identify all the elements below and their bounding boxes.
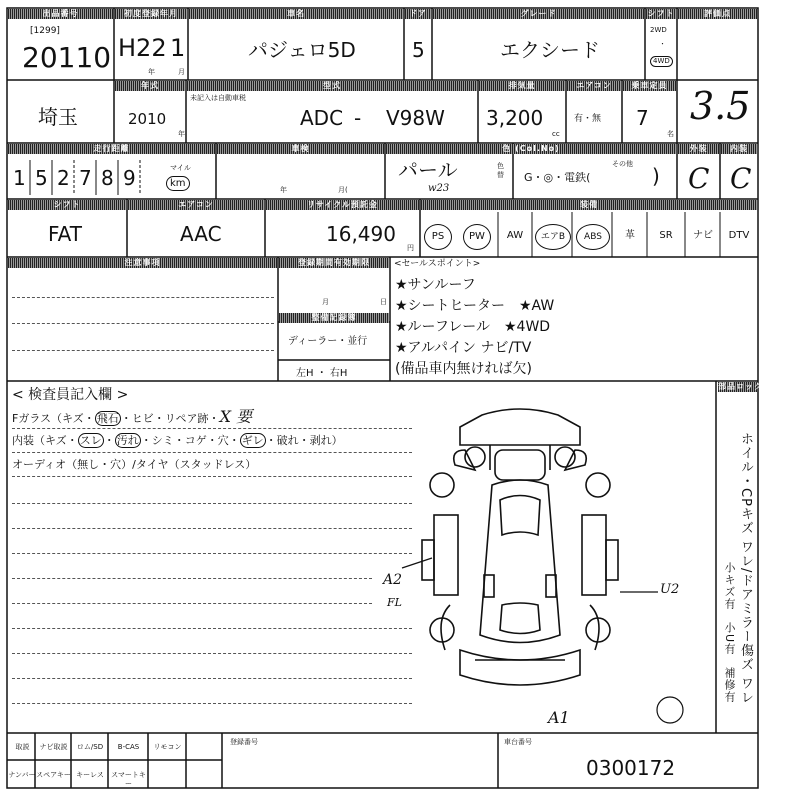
footer-lot-label: 車台番号 xyxy=(504,738,532,746)
score-value: 3.5 xyxy=(690,84,751,128)
damage-label-a1: A1 xyxy=(548,708,570,727)
exterior-grade: C xyxy=(688,162,710,195)
sales-point: ★ルーフレール ★4WD xyxy=(395,319,551,335)
footer-cell-smart-key: スマートキー xyxy=(111,771,146,788)
color-options: G・◎・電鉄( xyxy=(524,171,591,184)
inspector-line xyxy=(12,653,412,654)
mileage-unit-km: km xyxy=(166,176,190,191)
interior-prefix: 内装（キズ・ xyxy=(12,434,78,447)
interior-mid-1: ・ xyxy=(103,434,115,447)
warranty-day-unit: 日 xyxy=(380,298,387,306)
history-label: 部品ロック xyxy=(718,382,763,391)
footer-cell-keyless: キーレス xyxy=(76,771,104,779)
header-first-reg-label: 初度登録年月 xyxy=(115,9,187,19)
side-note-2: 小キズ有 小U有 補修有 xyxy=(723,562,736,704)
color-other-label: その他 xyxy=(612,160,633,168)
interior-grade: C xyxy=(730,162,752,195)
header-lot-label: 出品番号 xyxy=(8,9,113,19)
footer-cell-navi-manual: ナビ取説 xyxy=(39,743,68,751)
cc-unit: cc xyxy=(552,130,560,138)
shaken-year-unit: 年 xyxy=(280,186,287,194)
header-shift-label: シフト xyxy=(647,9,675,18)
drive-4wd: 4WD xyxy=(650,56,673,67)
lot-number: 20110 xyxy=(22,41,112,74)
header-model-year-label: 年式 xyxy=(115,81,185,91)
equip-aw: AW xyxy=(506,230,524,241)
inspector-line xyxy=(12,628,412,629)
color-other-close: ) xyxy=(652,164,660,188)
interior-mid-2: ・シミ・コゲ・穴・ xyxy=(140,434,240,447)
header-color-label: 色 (Col.No) xyxy=(386,144,676,154)
header-aircon2-label: エアコン xyxy=(128,200,264,210)
notes-line xyxy=(12,297,274,298)
first-reg-month-unit: 月 xyxy=(178,68,185,76)
equip-ps: PS xyxy=(424,224,452,250)
glass-mark: X 要 xyxy=(219,407,253,426)
inspector-line xyxy=(12,603,372,604)
inspector-line xyxy=(12,678,412,679)
grade: エクシード xyxy=(500,38,600,62)
inspector-line-audio: オーディオ（無し・穴）/タイヤ（スタッドレス） xyxy=(12,458,257,471)
model-year-unit: 年 xyxy=(178,130,185,138)
interior-circled-2: 汚れ xyxy=(116,434,139,447)
footer-cell-number: ナンバー xyxy=(8,771,36,779)
inspector-line xyxy=(12,528,412,529)
header-aircon-label: エアコン xyxy=(567,81,621,91)
header-type-label: 型式 xyxy=(187,81,477,91)
header-notes-label: 注意事項 xyxy=(8,258,277,268)
sales-points-list xyxy=(395,275,554,380)
glass-circled: 飛石 xyxy=(96,412,119,425)
color-name: パール xyxy=(398,158,458,182)
cc-value: 3,200 xyxy=(486,106,544,130)
type-prefix: ADC xyxy=(300,106,344,130)
footer-cell-spare-key: スペアキー xyxy=(36,771,71,779)
inspector-line xyxy=(12,703,412,704)
car-name: パジェロ5D xyxy=(248,38,356,62)
inspector-line xyxy=(12,578,372,579)
footer-cell-bcas: B-CAS xyxy=(117,743,140,751)
sales-point: ★アルパイン ナビ/TV xyxy=(395,340,532,356)
recycle-fee: 16,490 xyxy=(326,222,396,246)
color-change-label: 色替 xyxy=(497,162,504,179)
header-seats-label: 乗車定員 xyxy=(623,81,676,91)
inspector-line xyxy=(12,452,412,453)
damage-label-a2: A2 xyxy=(383,572,403,588)
equip-sunroof: SR xyxy=(659,230,673,241)
model-year-note: 未記入は自動車税 xyxy=(190,94,246,102)
header-transmission-label: シフト xyxy=(8,200,126,210)
inspector-line xyxy=(12,428,412,429)
inspector-title: < 検査員記入欄 > xyxy=(12,387,129,403)
header-score-label: 評価点 xyxy=(678,9,757,19)
mileage-digit-6: 9 xyxy=(123,166,136,190)
header-shaken-label: 車検 xyxy=(217,144,384,154)
header-warranty-label: 登録期間有効期限 xyxy=(279,258,389,268)
header-recycle-label: リサイクル預託金 xyxy=(266,200,419,210)
ac-options: 有・無 xyxy=(574,114,602,124)
equip-dtv: DTV xyxy=(728,230,750,241)
side-note-1: ホイル・CPキズ ワレ/ドアミラー傷ズ ワレ xyxy=(738,432,753,705)
header-exterior-label: 外装 xyxy=(678,144,719,154)
inspector-line xyxy=(12,476,412,477)
mileage-digit-3: 2 xyxy=(57,166,70,190)
type-code: V98W xyxy=(386,106,445,130)
damage-label-u2: U2 xyxy=(660,582,680,597)
header-interior-label: 内装 xyxy=(721,144,757,154)
glass-suffix: ・ヒビ・リペア跡・ xyxy=(120,412,220,425)
interior-circled-3: ギレ xyxy=(241,434,264,447)
type-dash: - xyxy=(354,106,362,130)
seats: 7 xyxy=(636,106,649,130)
first-reg-era-year: H22 xyxy=(118,34,167,62)
footer-cell-remote: リモコン xyxy=(153,743,182,751)
mileage-digit-5: 8 xyxy=(101,166,114,190)
inspector-line xyxy=(12,503,412,504)
recycle-fee-unit: 円 xyxy=(407,244,414,252)
inspector-line-glass xyxy=(12,407,253,426)
notes-line xyxy=(12,323,274,324)
glass-prefix: Fガラス（キズ・ xyxy=(12,412,95,425)
interior-suffix: ・破れ・剥れ） xyxy=(265,434,343,447)
footer-lot-value: 0300172 xyxy=(586,756,676,780)
damage-label-fl: FL xyxy=(387,596,402,609)
warranty-month-unit: 月 xyxy=(322,298,329,306)
footer-cell-manual: 取説 xyxy=(15,743,30,751)
sales-point: ★シートヒーター ★AW xyxy=(395,298,555,314)
header-car-name-label: 車名 xyxy=(189,9,403,19)
footer-cell-rom: ロム/SD xyxy=(76,743,104,751)
mileage-digit-2: 5 xyxy=(35,166,48,190)
dealer-import: ディーラー・並行 xyxy=(288,336,368,347)
inspector-line-interior xyxy=(12,434,343,448)
equip-abs: ABS xyxy=(576,224,610,250)
first-reg-month: 1 xyxy=(170,34,186,62)
header-equipment-label: 装備 xyxy=(421,200,757,210)
damage-marks xyxy=(380,540,710,730)
sales-point: ★サンルーフ xyxy=(395,277,476,293)
header-mileage-label: 走行距離 xyxy=(8,144,215,154)
mileage-digit-1: 1 xyxy=(13,166,26,190)
header-grade-label: グレード xyxy=(433,9,644,19)
region: 埼玉 xyxy=(38,105,78,129)
equip-navi: ナビ xyxy=(693,230,713,241)
handle-side: 左H ・ 右H xyxy=(296,368,348,379)
header-handle-title: 整備記録簿 xyxy=(279,313,389,323)
equip-airbag: エアB xyxy=(535,224,571,250)
seats-unit: 名 xyxy=(667,130,674,138)
doors: 5 xyxy=(412,38,425,62)
mileage-unit-mile: マイル xyxy=(170,164,191,172)
model-year: 2010 xyxy=(128,110,167,128)
equip-pw: PW xyxy=(463,224,491,250)
drive-2wd: 2WD xyxy=(650,26,667,34)
drive-dot: ・ xyxy=(659,40,666,48)
sales-points-title: <セールスポイント> xyxy=(394,259,481,269)
color-code: w23 xyxy=(428,183,450,194)
interior-circled-1: スレ xyxy=(79,434,102,447)
lot-bracket: [1299] xyxy=(30,26,60,36)
mileage-digit-4: 7 xyxy=(79,166,92,190)
shaken-month-unit: 月( xyxy=(338,186,348,194)
footer-register-label: 登録番号 xyxy=(230,738,258,746)
notes-line xyxy=(12,350,274,351)
equip-leather: 革 xyxy=(625,230,635,241)
transmission: FAT xyxy=(48,222,83,246)
sales-point: (備品車内無ければ欠) xyxy=(395,361,532,377)
header-doors-label: ドア xyxy=(405,9,431,19)
aircon: AAC xyxy=(180,222,222,246)
header-cc-label: 排気量 xyxy=(479,81,565,91)
first-reg-year-unit: 年 xyxy=(148,68,155,76)
inspector-line xyxy=(12,553,412,554)
